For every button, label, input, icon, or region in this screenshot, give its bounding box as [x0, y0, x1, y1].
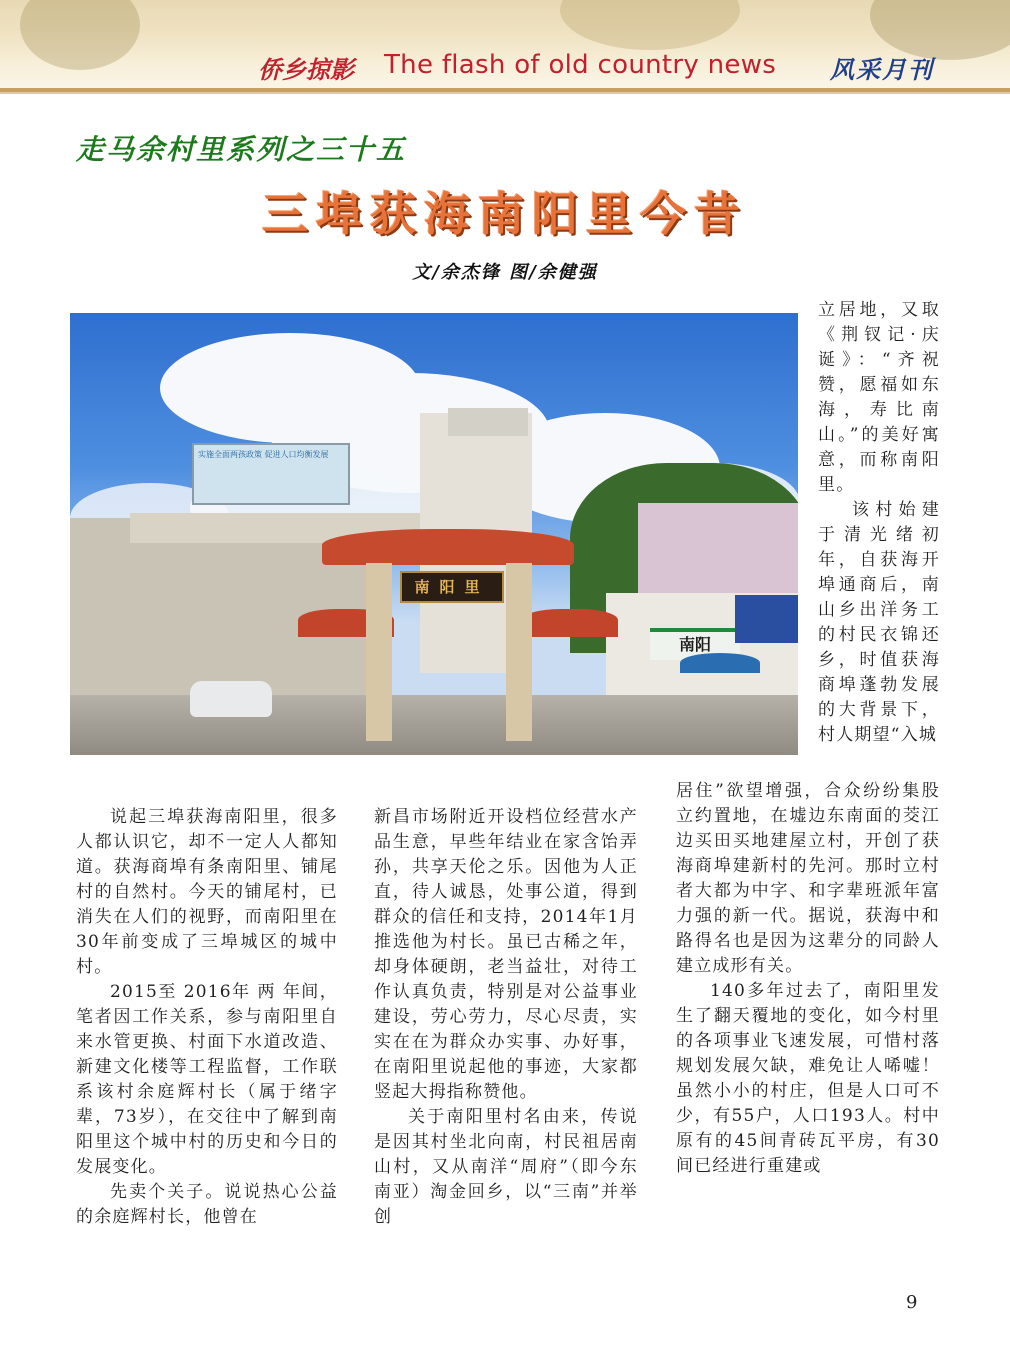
gate-pillar-left: [366, 563, 392, 741]
gate-roof-right: [522, 609, 618, 637]
paragraph: 立居地，又取《荆钗记·庆诞》：“齐祝赞，愿福如东海，寿比南山。”的美好寓意，而称南阳里。: [818, 300, 940, 495]
section-title-cn: 侨乡掠影: [258, 55, 354, 84]
text-column-1: [76, 805, 338, 1230]
page-header: [0, 0, 1010, 92]
byline: 文/余杰锋 图/余健强: [412, 262, 598, 283]
gate-main-roof: [322, 529, 574, 565]
village-gate-photo: [70, 313, 798, 755]
page-number: 9: [906, 1292, 918, 1313]
text-column-2: [374, 805, 638, 1230]
billboard: [192, 443, 350, 505]
paragraph: 说起三埠获海南阳里，很多人都认识它，却不一定人人都知道。获海商埠有条南阳里、铺尾村的自然村。今天的铺尾村，已消失在人们的视野，而南阳里在30年前变成了三埠城区的城中村。: [76, 807, 338, 977]
paragraph: 该村始建于清光绪初年，自获海开埠通商后，南山乡出洋务工的村民衣锦还乡，时值获海商埠蓬勃发展的大背景下，村人期望“入城: [818, 500, 940, 745]
gate-pillar-right: [506, 563, 532, 741]
header-rule-light: [0, 92, 1010, 94]
paragraph: 新昌市场附近开设档位经营水产品生意，早些年结业在家含饴弄孙，共享天伦之乐。因他为人正直，待人诚恳，处事公道，得到群众的信任和支持，2014年1月推选他为村长。虽已古稀之年，却身体硬朗，老当益壮，对待工作认真负责，特别是对公益事业建设，劳心劳力，尽心尽责，实实在在为群众办实事、办好事，在南阳里说起他的事迹，大家都竖起大拇指称赞他。: [374, 807, 638, 1102]
text-column-right-top: [818, 298, 940, 748]
paragraph: 140多年过去了，南阳里发生了翻天覆地的变化，如今村里的各项事业飞速发展，可惜村落规划发展欠缺，难免让人唏嘘！虽然小小的村庄，但是人口可不少，有55户，人口193人。村中原有的45间青砖瓦平房，有30间已经进行重建或: [676, 981, 940, 1176]
text-column-3: [676, 779, 940, 1179]
gate-plaque-text: 南阳里: [414, 578, 490, 596]
blue-shop-sign: [735, 595, 798, 643]
shop-umbrella: [680, 653, 760, 673]
tower-rooftop: [448, 408, 528, 436]
paragraph: 先卖个关子。说说热心公益的余庭辉村长，他曾在: [76, 1182, 338, 1227]
series-title: 走马余村里系列之三十五: [76, 133, 407, 166]
parked-car: [190, 681, 272, 717]
shop-sign-text: 南阳: [678, 635, 711, 654]
section-title-en: The flash of old country news: [384, 50, 777, 80]
gate-plaque: [400, 571, 504, 603]
paragraph: 居住”欲望增强，合众纷纷集股立约置地，在墟边东南面的茭江边买田买地建屋立村，开创了获海商埠建新村的先河。那时立村者大都为中字、和字辈班派年富力强的新一代。据说，获海中和路得名也是因为这辈分的同龄人建立成形有关。: [676, 781, 940, 976]
header-tree-decoration: [20, 0, 140, 70]
header-tree-decoration: [560, 0, 740, 50]
article-title: 三埠获海南阳里今昔: [262, 187, 748, 241]
paragraph: 2015至 2016年 两 年间，笔者因工作关系，参与南阳里自来水管更换、村面下水道改造、新建文化楼等工程监督，工作联系该村余庭辉村长（属于绪字辈，73岁），在交往中了解到南阳里这个城中村的历史和今日的发展变化。: [76, 982, 338, 1177]
billboard-text: 实施全面两孩政策 促进人口均衡发展: [198, 450, 329, 459]
paragraph: 关于南阳里村名由来，传说是因其村坐北向南，村民祖居南山村，又从南洋“周府”（即今东南亚）淘金回乡，以“三南”并举创: [374, 1107, 638, 1227]
magazine-name: 风采月刊: [830, 55, 934, 84]
street: [70, 695, 798, 755]
